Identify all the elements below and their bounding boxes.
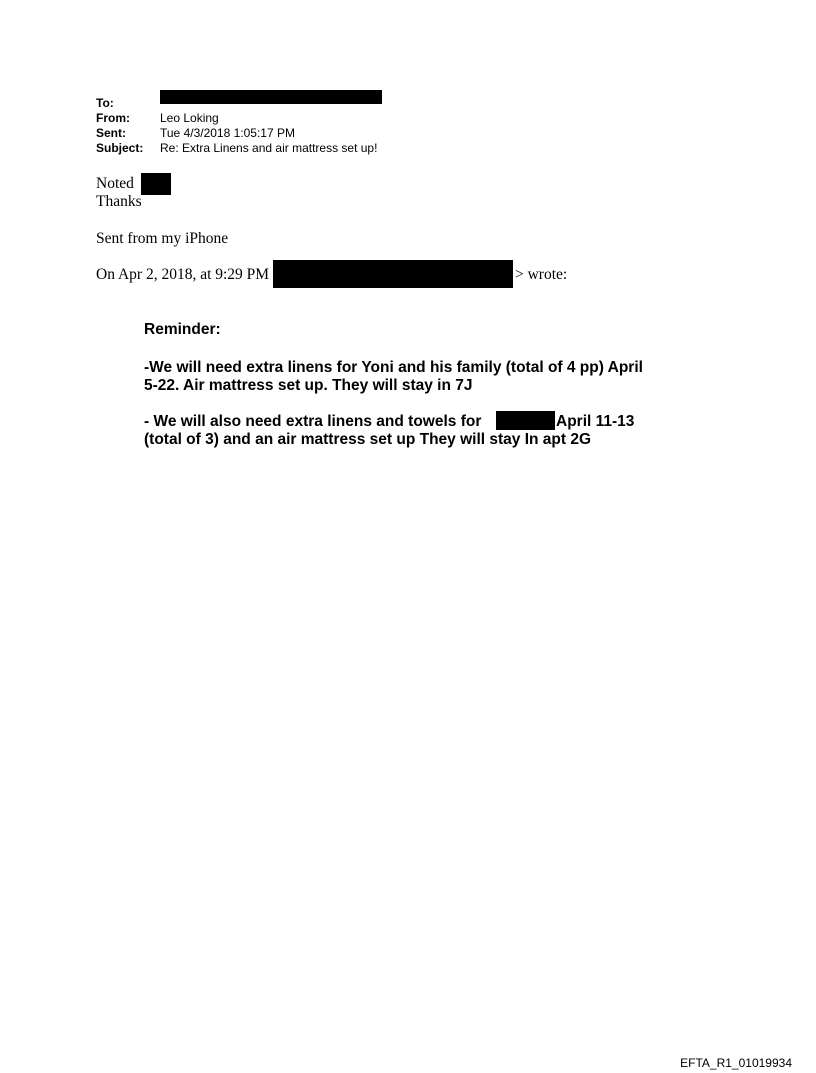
quote-para1-line2 (144, 376, 473, 395)
sent-row (96, 126, 382, 141)
from-label: From: (96, 111, 130, 125)
quote-para2-line2 (144, 430, 591, 449)
para2-line1-prefix-text: - We will also need extra linens and towels for (144, 413, 482, 430)
attribution-prefix (96, 265, 269, 284)
para1-line2-text: 5-22. Air mattress set up. They will stay in 7J (144, 377, 473, 394)
sent-value: Tue 4/3/2018 1:05:17 PM (160, 126, 295, 140)
signature-line (96, 229, 228, 248)
reminder-heading-text: Reminder: (144, 321, 221, 338)
to-row (96, 96, 382, 111)
para2-line1-suffix-text: April 11-13 (556, 413, 635, 430)
document-id (680, 1056, 792, 1070)
reply-line-noted (96, 174, 134, 193)
subject-label: Subject: (96, 141, 144, 155)
sent-label: Sent: (96, 126, 126, 140)
reminder-heading (144, 320, 221, 339)
guest-name-redaction (496, 411, 555, 430)
to-label: To: (96, 96, 114, 110)
attribution-prefix-text: On Apr 2, 2018, at 9:29 PM (96, 266, 270, 283)
noted-redaction (141, 173, 171, 195)
document-id-text: EFTA_R1_01019934 (680, 1056, 792, 1070)
thanks-text: Thanks (96, 193, 142, 210)
para1-line1-text: -We will need extra linens for Yoni and his family (total of 4 pp) April (144, 359, 643, 376)
email-header (96, 96, 382, 156)
to-redaction (160, 90, 382, 104)
attribution-suffix-text: > wrote: (515, 266, 568, 283)
attribution-suffix (515, 265, 567, 284)
quote-para2-line1-suffix (556, 412, 634, 431)
quote-para1-line1 (144, 358, 643, 377)
attribution-redaction (273, 260, 513, 288)
from-value: Leo Loking (160, 111, 219, 125)
noted-text: Noted (96, 175, 134, 192)
from-row (96, 111, 382, 126)
quote-para2-line1-prefix (144, 412, 481, 431)
signature-text: Sent from my iPhone (96, 230, 229, 247)
reply-line-thanks (96, 192, 142, 211)
subject-row (96, 141, 382, 156)
para2-line2-text: (total of 3) and an air mattress set up They will stay In apt 2G (144, 431, 592, 448)
subject-value: Re: Extra Linens and air mattress set up! (160, 141, 378, 155)
